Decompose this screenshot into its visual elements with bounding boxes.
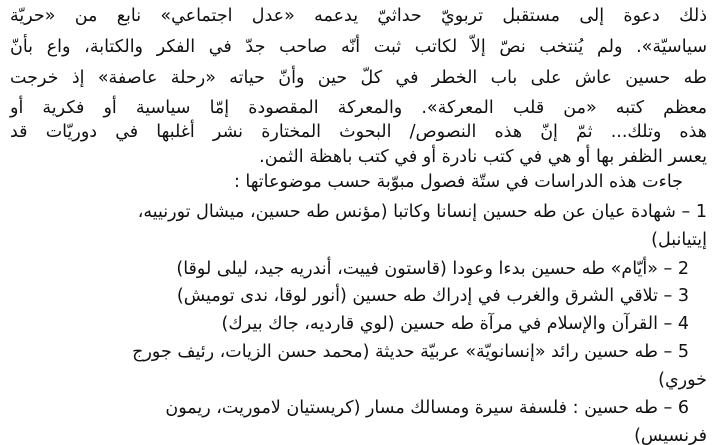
paragraph-line: معظم كتبه «من قلب المعركة». والمعركة المقصودة إمّا سياسية أو فكرية أو (10, 98, 707, 118)
paragraph-line: هذه وتلك... ثمّ إنّ هذه النصوص/ البحوث المختارة نشر أغلبها في دوريّات قد (10, 122, 707, 142)
paragraph-line: ذلك دعوة إلى مستقبل تربويّ حداثيّ يدعمه «عدل اجتماعي» نابع من «حريّة (10, 6, 707, 26)
list-item-5-continuation: خوري) (658, 370, 707, 390)
paragraph-line-last: يعسر الظفر بها أو هي في كتب نادرة أو في كتب باهظة الثمن. (259, 147, 707, 167)
paragraph-line: طه حسين عاش على باب الخطر في كلّ حين وأنّ حياته «رحلة عاصفة» إذ خرجت (10, 68, 707, 88)
list-item-5: 5 – طه حسين رائد «إنسانويّة» عربيّة حديثة (محمد حسن الزيات، رئيف جورج (132, 342, 689, 362)
list-item-3: 3 – تلاقي الشرق والغرب في إدراك طه حسين (أنور لوقا، ندى توميش) (176, 286, 689, 306)
section-intro: جاءت هذه الدراسات في ستّة فصول مبوّبة حسب موضوعاتها : (233, 172, 683, 192)
list-item-1: 1 – شهادة عيان عن طه حسين إنسانا وكاتبا (مؤنس طه حسين، ميشال تورنييه، (137, 202, 707, 222)
list-item-4: 4 – القرآن والإسلام في مرآة طه حسين (لوي قارديه، جاك بيرك) (221, 314, 689, 334)
list-item-6: 6 – طه حسين : فلسفة سيرة ومسالك مسار (كريستيان لاموريت، ريمون (165, 398, 689, 418)
list-item-6-continuation: فرنسيس) (634, 426, 707, 445)
paragraph-line: سياسيّة». ولم يُنتخب نصّ إلاّ لكاتب ثبت أنّه صاحب جدّ في الفكر والكتابة، واع بأنّ (10, 37, 707, 57)
list-item-1-continuation: إيتيانبل) (651, 230, 707, 250)
list-item-2: 2 – «أيّام» طه حسين بدءا وعودا (قاستون فييت، أندريه جيد، ليلى لوقا) (176, 259, 689, 279)
